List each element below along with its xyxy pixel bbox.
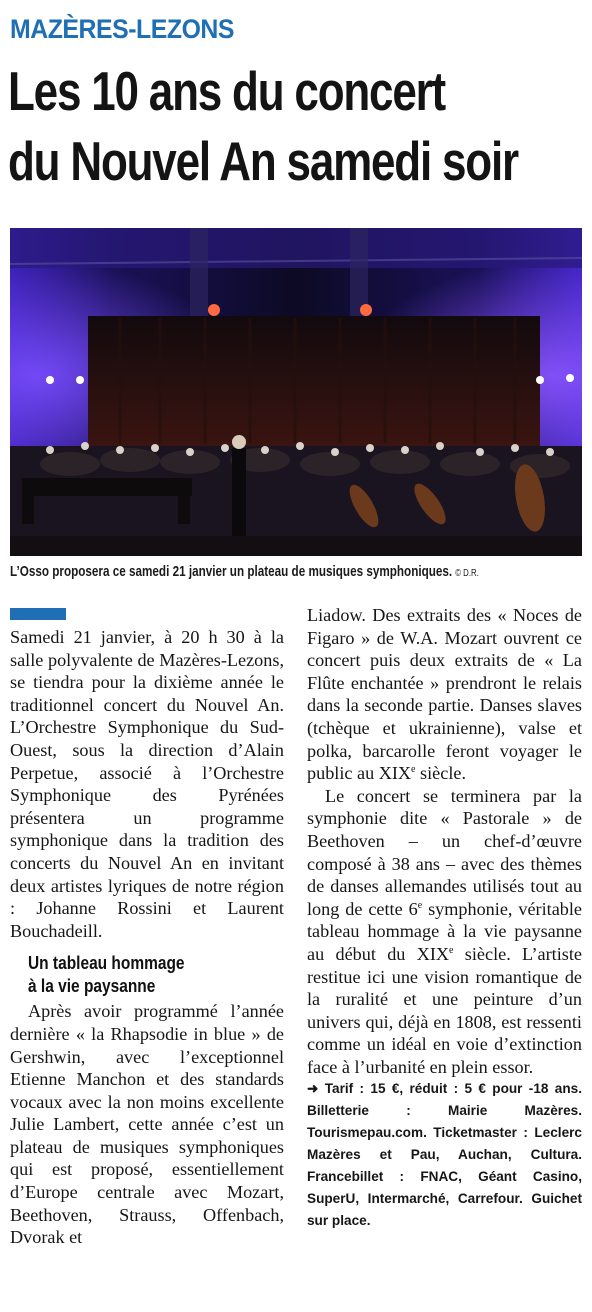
concert-photo: [10, 228, 582, 556]
superscript-e: e: [417, 899, 423, 911]
column-2: [307, 604, 582, 1232]
paragraph-repertoire: [307, 604, 582, 785]
practical-info-text: Tarif : 15 €, réduit : 5 € pour -18 ans. Billetterie : Mairie Mazères. Tourismepau.com. Ticketmaster : Leclerc Mazères et Pau, Auchan, Cultura. Francebillet : FNAC, Géant Casino, SuperU, Intermarché, Carrefour. Guichet sur place.: [307, 1081, 582, 1229]
pastorale-text-c: siècle. L’artiste restitue ici une vision romantique de la ruralité et une peinture d’un univers qui, déjà en 1808, est ressenti comme un idéal en voie d’extinction face à l’urbanité en plein essor.: [307, 943, 582, 1077]
pastorale-text-b: symphonie, véritable tableau hommage à la vie paysanne au début du XIX: [307, 898, 582, 964]
repertoire-text: Liadow. Des extraits des « Noces de Figaro » de W.A. Mozart ouvrent ce concert puis deux extraits de « La Flûte enchantée » prendront le relais dans la seconde partie. Danses slaves (tchèque et ukrainienne), valse et polka, barcarolle feront voyager le public au XIX: [307, 605, 582, 784]
superscript-e: e: [411, 764, 416, 776]
headline-line-1: Les 10 ans du concert: [8, 60, 445, 122]
repertoire-end: siècle.: [415, 763, 466, 784]
paragraph-intro: Samedi 21 janvier, à 20 h 30 à la salle polyvalente de Mazères-Lezons, se tiendra pour la dixième année le traditionnel concert du Nouvel An. L’Orchestre Symphonique du Sud-Ouest, sous la direction d’Alain Perpetue, associé à l’Orchestre Symphonique des Pyrénées présentera un programme symphonique dans la tradition des concerts du Nouvel An en invitant deux artistes lyriques de notre région : Johanne Rossini et Laurent Bouchadeill.: [10, 627, 284, 941]
practical-info: [307, 1078, 582, 1232]
column-1: [10, 626, 284, 1249]
arrow-icon: ➜: [307, 1081, 319, 1097]
photo-caption: [10, 563, 556, 580]
subheading-line-1: Un tableau hommage: [28, 953, 185, 974]
paragraph-pastorale: [307, 785, 582, 1079]
caption-text: L’Osso proposera ce samedi 21 janvier un plateau de musiques symphoniques.: [10, 563, 453, 580]
section-kicker: MAZÈRES-LEZONS: [10, 14, 235, 44]
headline-line-2: du Nouvel An samedi soir: [8, 130, 518, 192]
pastorale-text-a: Le concert se terminera par la symphonie dite « Pastorale » de Beethoven – un chef-d’œuvre composé à 38 ans – avec des thèmes de danses allemandes utilisés tout au long de cette 6: [307, 785, 582, 919]
headline: [8, 56, 520, 196]
superscript-e: e: [449, 944, 454, 956]
paragraph-program: Après avoir programmé l’année dernière « la Rhapsodie in blue » de Gershwin, avec l’exceptionnel Etienne Manchon et des standards vocaux avec la non moins excellente Julie Lambert, cette année c’est un plateau de musiques symphoniques qui est proposé, essentiellement d’Europe centrale avec Mozart, Beethoven, Strauss, Offenbach, Dvorak et: [10, 1001, 284, 1248]
accent-bar: [10, 608, 66, 620]
photo-credit: © D.R.: [455, 568, 479, 579]
subheading-line-2: à la vie paysanne: [28, 976, 156, 997]
subheading: [28, 952, 252, 998]
